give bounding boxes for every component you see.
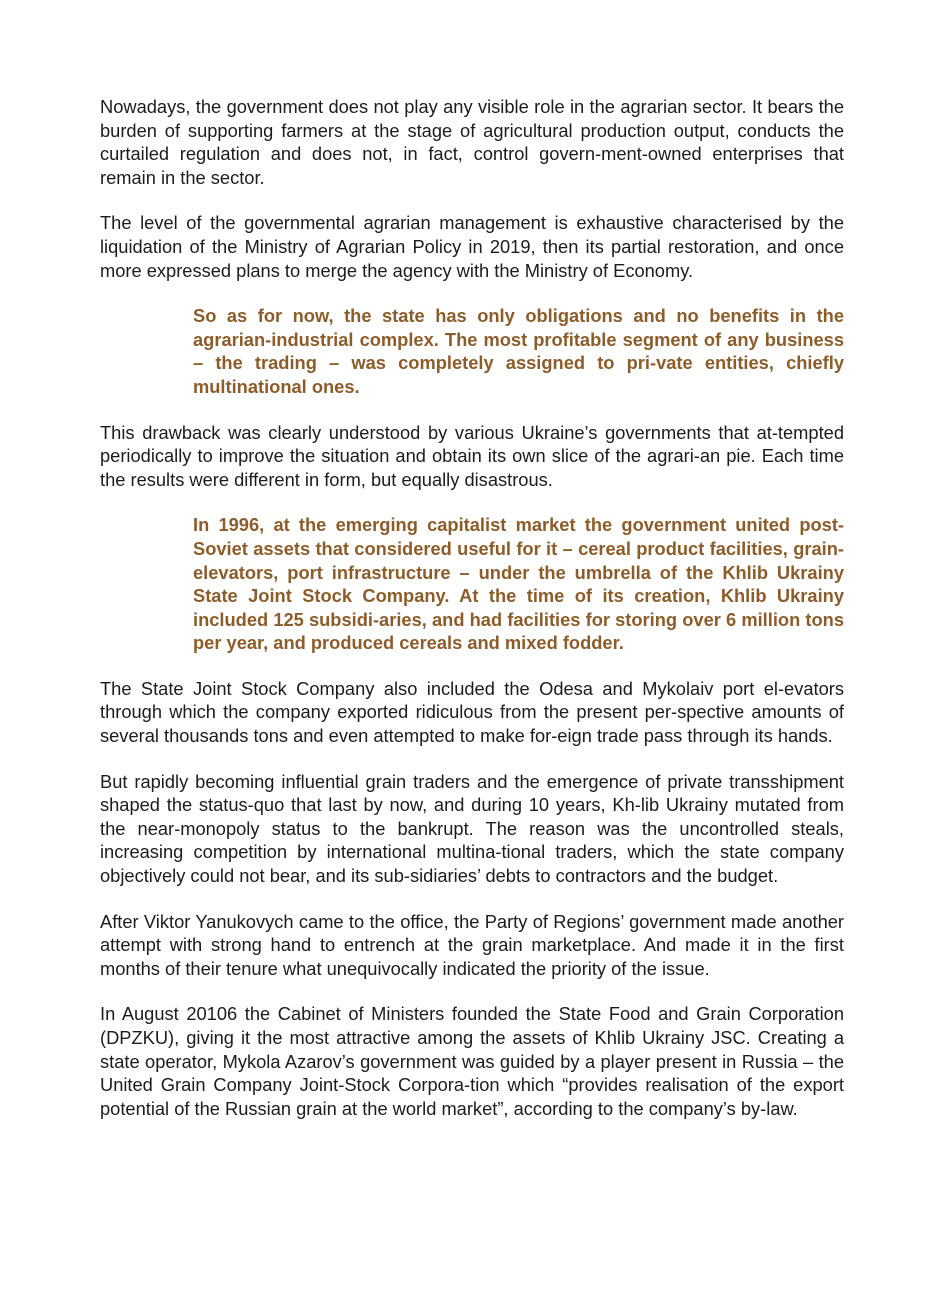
paragraph-port-elevators: The State Joint Stock Company also included the Odesa and Mykolaiv port el-evators through which the company exported ridiculous from the present per-spective amounts of several thousands tons and even attempted to make for-eign trade pass through its hands. <box>100 677 844 747</box>
paragraph-government-role: Nowadays, the government does not play any visible role in the agrarian sector. It bears the burden of supporting farmers at the stage of agricultural production output, conducts the curtailed regulation and does not, in fact, control govern-ment-owned enterprises that remain in the sector. <box>100 96 844 188</box>
pull-quote-obligations: So as for now, the state has only obligations and no benefits in the agrarian-industrial complex. The most profitable segment of any business – the trading – was completely assigned to pri-vate entities, chiefly multinational ones. <box>193 305 844 397</box>
article-page <box>100 95 844 1142</box>
paragraph-dpzku: In August 20106 the Cabinet of Ministers founded the State Food and Grain Corporation (DPZKU), giving it the most attractive among the assets of Khlib Ukrainy JSC. Creating a state operator, Mykola Azarov’s government was guided by a player present in Russia – the United Grain Company Joint-Stock Corpora-tion which “provides realisation of the export potential of the Russian grain at the world market”, according to the company’s by-law. <box>100 1003 844 1119</box>
pull-quote-khlib-ukrainy: In 1996, at the emerging capitalist market the government united post-Soviet assets that considered useful for it – cereal product facilities, grain-elevators, port infrastructure – under the umbrella of the Khlib Ukrainy State Joint Stock Company. At the time of its creation, Khlib Ukrainy included 125 subsidi-aries, and had facilities for storing over 6 million tons per year, and produced cereals and mixed fodder. <box>193 514 844 654</box>
paragraph-drawback: This drawback was clearly understood by various Ukraine’s governments that at-tempted periodically to improve the situation and obtain its own slice of the agrari-an pie. Each time the results were different in form, but equally disastrous. <box>100 421 844 490</box>
paragraph-management-level: The level of the governmental agrarian management is exhaustive characterised by the liquidation of the Ministry of Agrarian Policy in 2019, then its partial restoration, and once more expressed plans to merge the agency with the Ministry of Economy. <box>100 212 844 281</box>
paragraph-yanukovych: After Viktor Yanukovych came to the office, the Party of Regions’ government made another attempt with strong hand to entrench at the grain marketplace. And made it in the first months of their tenure what unequivocally indicated the priority of the issue. <box>100 910 844 979</box>
paragraph-grain-traders: But rapidly becoming influential grain traders and the emergence of private transshipment shaped the status-quo that last by now, and during 10 years, Kh-lib Ukrainy mutated from the near-monopoly status to the bankrupt. The reason was the uncontrolled steals, increasing competition by international multina-tional traders, which the state company objectively could not bear, and its sub-sidiaries’ debts to contractors and the budget. <box>100 770 844 887</box>
